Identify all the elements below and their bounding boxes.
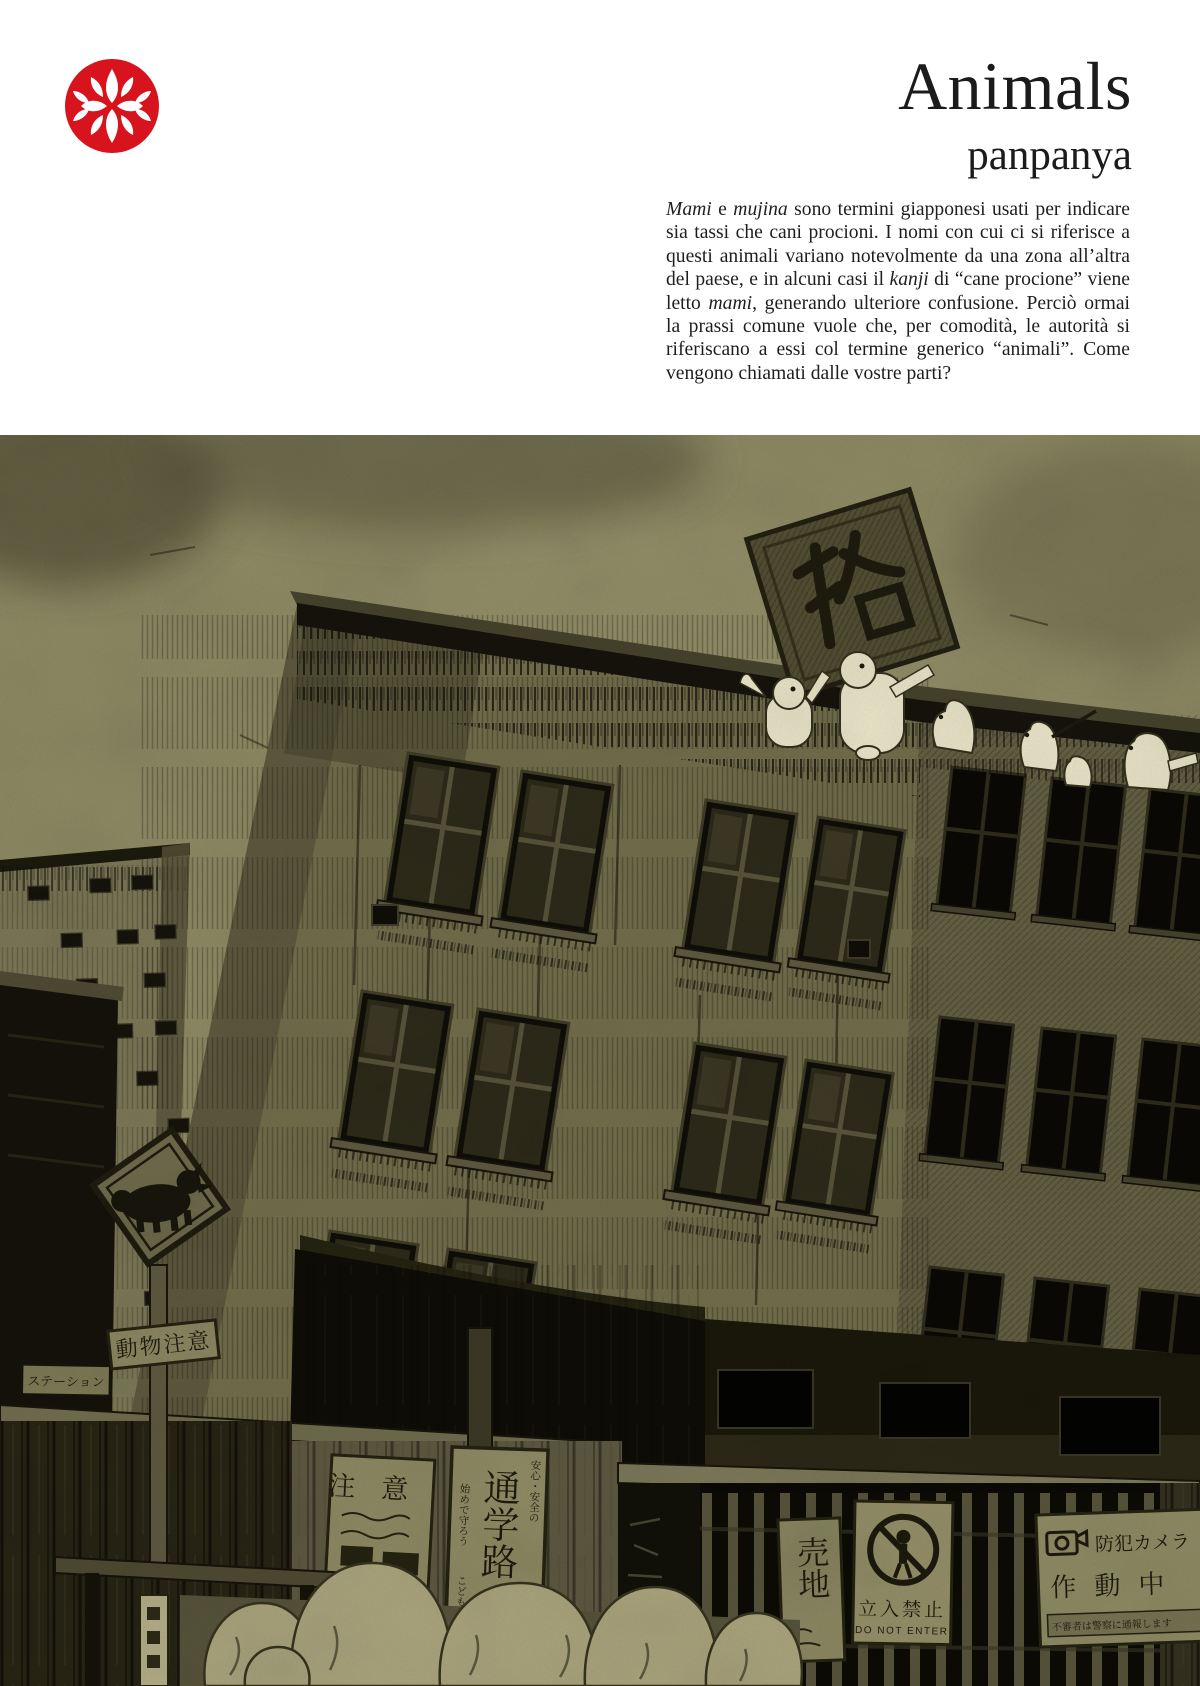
book-title: Animals (898, 48, 1132, 124)
camera-line1-text: 防犯カメラ (1094, 1531, 1191, 1557)
author-name: panpanya (967, 132, 1132, 179)
cover-illustration (0, 435, 1200, 1686)
school-route-left-text: 始めで守ろう (456, 1483, 471, 1547)
caution-poster-text: 注意 (327, 1470, 436, 1507)
publisher-logo-icon (62, 56, 162, 156)
school-route-right-text: 安心・安全の (527, 1459, 542, 1523)
camera-small-text: 不審者は警察に通報します (1051, 1618, 1173, 1634)
intro-paragraph: Mami e mujina sono termini giapponesi usati per indicare sia tassi che cani procioni. I nomi con cui ci si riferisce a questi animali variano notevolmente da una zona all’altra del paese, e in alcuni casi il kanji di “cane procione” viene letto mami, generando ulteriore confusione. Perciò ormai la prassi comune vuole che, per comodità, le autorità si riferiscano a essi col termine generico “animali”. Come vengono chiamati dalle vostre parti? (666, 199, 1130, 384)
land-for-sale-text: 売地 (792, 1535, 831, 1601)
no-entry-en-text: DO NOT ENTER (854, 1624, 949, 1638)
no-entry-jp-text: 立入禁止 (857, 1599, 947, 1622)
camera-line2-text: 作動中 (1049, 1568, 1183, 1603)
school-route-bottom-text: こども (454, 1575, 468, 1607)
texture-overlays (0, 435, 1200, 1686)
publisher-logo (62, 56, 162, 156)
school-route-text: 通学路 (475, 1467, 520, 1581)
station-sign-text: ステーション (27, 1373, 105, 1390)
animal-caution-text: 動物注意 (114, 1327, 213, 1363)
